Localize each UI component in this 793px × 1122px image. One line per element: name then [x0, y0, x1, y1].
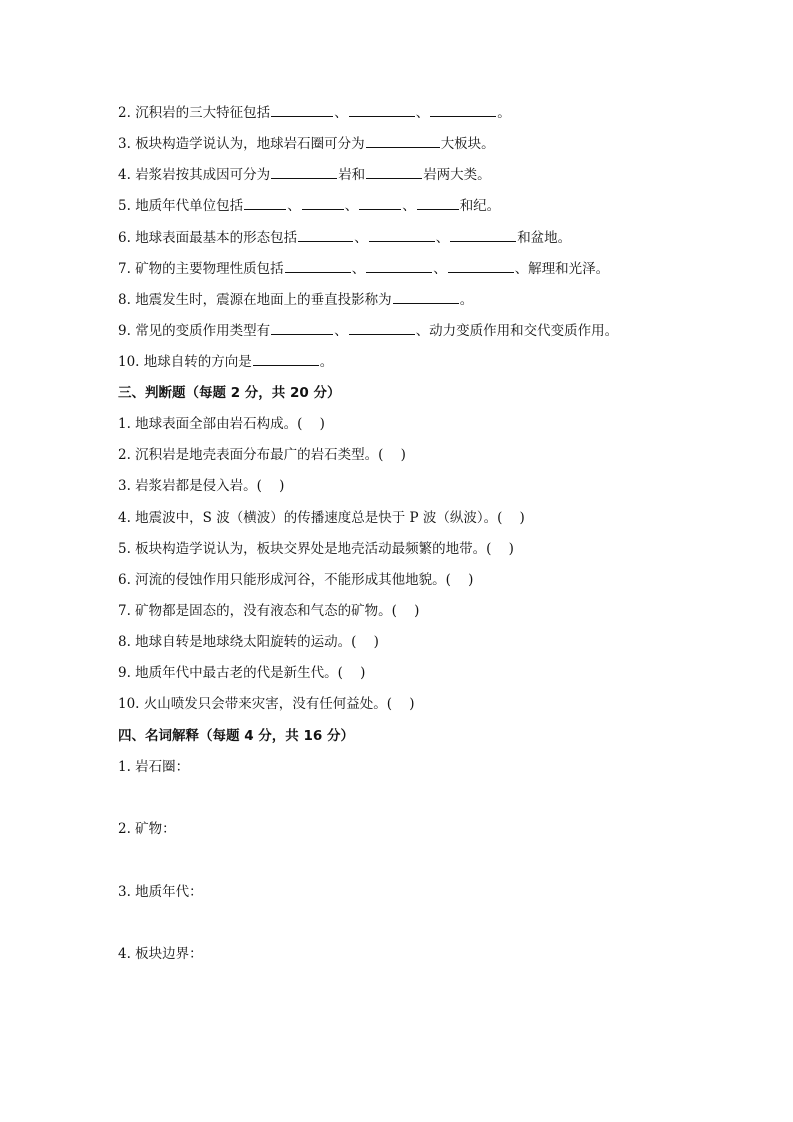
separator: 、	[433, 261, 447, 277]
answer-blank[interactable]	[298, 227, 353, 242]
answer-blank[interactable]	[366, 164, 422, 179]
answer-blank[interactable]	[253, 351, 319, 366]
question-number: 7.	[118, 261, 131, 277]
question-text: 岩浆岩按其成因可分为	[135, 167, 271, 183]
answer-blank[interactable]	[302, 195, 344, 210]
definition-question-1: 1. 岩石圈：	[118, 759, 190, 775]
answer-blank[interactable]	[271, 320, 333, 335]
question-end: 和盆地。	[517, 230, 572, 246]
answer-blank[interactable]	[349, 320, 415, 335]
judge-question-10: 10. 火山喷发只会带来灾害，没有任何益处。( )	[118, 696, 415, 712]
question-number: 3.	[118, 136, 131, 152]
question-end: 。	[497, 105, 511, 121]
separator: 、	[287, 198, 301, 214]
question-end: 、解理和光泽。	[514, 261, 610, 277]
definition-question-2: 2. 矿物：	[118, 821, 176, 837]
fill-question-2	[118, 102, 511, 123]
section-heading-definitions: 四、名词解释（每题 4 分，共 16 分）	[118, 728, 354, 744]
question-text: 地球自转的方向是	[143, 354, 252, 370]
judge-question-4: 4. 地震波中，S 波（横波）的传播速度总是快于 P 波（纵波）。( )	[118, 510, 525, 526]
judge-question-3: 3. 岩浆岩都是侵入岩。( )	[118, 478, 285, 494]
answer-blank[interactable]	[430, 102, 496, 117]
fill-question-9	[118, 320, 618, 341]
fill-question-10	[118, 351, 333, 372]
answer-blank[interactable]	[366, 133, 440, 148]
question-number: 5.	[118, 198, 131, 214]
fill-question-5	[118, 195, 500, 216]
question-number: 9.	[118, 323, 131, 339]
answer-blank[interactable]	[285, 258, 351, 273]
definition-question-4: 4. 板块边界：	[118, 946, 203, 962]
question-text: 矿物的主要物理性质包括	[135, 261, 284, 277]
answer-blank[interactable]	[244, 195, 286, 210]
question-end: 岩两大类。	[423, 167, 491, 183]
question-number: 10.	[118, 354, 140, 370]
answer-blank[interactable]	[366, 258, 432, 273]
answer-blank[interactable]	[271, 164, 337, 179]
answer-blank[interactable]	[359, 195, 401, 210]
separator: 、	[354, 230, 368, 246]
answer-blank[interactable]	[393, 289, 459, 304]
question-end: 和纪。	[459, 198, 501, 214]
answer-blank[interactable]	[369, 227, 435, 242]
separator: 、	[344, 198, 359, 214]
judge-question-1: 1. 地球表面全部由岩石构成。( )	[118, 416, 325, 432]
fill-question-8	[118, 289, 473, 310]
question-text-mid: 岩和	[338, 167, 366, 183]
question-text: 地震发生时，震源在地面上的垂直投影称为	[135, 292, 392, 308]
separator: 、	[334, 323, 348, 339]
separator: 、	[402, 198, 416, 214]
answer-blank[interactable]	[349, 102, 415, 117]
judge-question-9: 9. 地质年代中最古老的代是新生代。( )	[118, 665, 366, 681]
question-end: 。	[319, 354, 334, 370]
fill-question-7	[118, 258, 609, 279]
answer-blank[interactable]	[417, 195, 459, 210]
separator: 、	[435, 230, 450, 246]
answer-blank[interactable]	[450, 227, 516, 242]
answer-blank[interactable]	[448, 258, 514, 273]
question-number: 2.	[118, 105, 131, 121]
judge-question-2: 2. 沉积岩是地壳表面分布最广的岩石类型。( )	[118, 447, 406, 463]
fill-question-3	[118, 133, 495, 154]
separator: 、	[415, 105, 430, 121]
question-text: 地球表面最基本的形态包括	[135, 230, 298, 246]
question-text: 地质年代单位包括	[135, 198, 244, 214]
question-text: 沉积岩的三大特征包括	[135, 105, 271, 121]
fill-question-6	[118, 227, 571, 248]
judge-question-5: 5. 板块构造学说认为，板块交界处是地壳活动最频繁的地带。( )	[118, 541, 514, 557]
question-number: 6.	[118, 230, 131, 246]
question-end: 。	[459, 292, 474, 308]
section-heading-true-false: 三、判断题（每题 2 分，共 20 分）	[118, 385, 341, 401]
judge-question-7: 7. 矿物都是固态的，没有液态和气态的矿物。( )	[118, 603, 420, 619]
answer-blank[interactable]	[271, 102, 333, 117]
separator: 、	[334, 105, 348, 121]
judge-question-6: 6. 河流的侵蚀作用只能形成河谷，不能形成其他地貌。( )	[118, 572, 474, 588]
judge-question-8: 8. 地球自转是地球绕太阳旋转的运动。( )	[118, 634, 379, 650]
question-text: 板块构造学说认为，地球岩石圈可分为	[135, 136, 365, 152]
question-number: 8.	[118, 292, 131, 308]
definition-question-3: 3. 地质年代：	[118, 884, 203, 900]
question-end: 、动力变质作用和交代变质作用。	[415, 323, 619, 339]
fill-question-4	[118, 164, 491, 185]
question-number: 4.	[118, 167, 131, 183]
separator: 、	[351, 261, 366, 277]
question-text: 常见的变质作用类型有	[135, 323, 271, 339]
question-end: 大板块。	[440, 136, 495, 152]
